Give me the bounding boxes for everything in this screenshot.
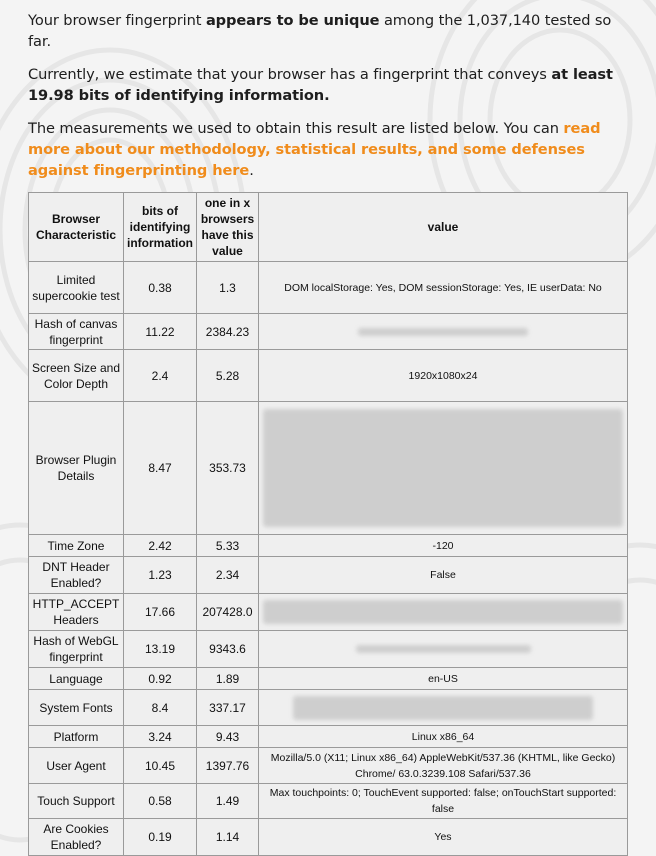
characteristic-value: Yes	[259, 819, 628, 856]
bits-value: 1.23	[124, 557, 197, 594]
table-row	[29, 557, 628, 594]
characteristic-name: User Agent	[29, 748, 124, 784]
one-in-value: 1.49	[197, 784, 259, 819]
redacted-blur	[263, 600, 623, 624]
characteristic-name: System Fonts	[29, 690, 124, 726]
table-row	[29, 819, 628, 856]
characteristic-value: Linux x86_64	[259, 726, 628, 748]
characteristic-value: en-US	[259, 668, 628, 690]
table-row	[29, 631, 628, 668]
bits-value: 10.45	[124, 748, 197, 784]
table-row	[29, 784, 628, 819]
methodology-link[interactable]: read more about our methodology, statistical results, and some defenses against fingerprinting here	[28, 120, 601, 179]
redacted-blur	[293, 696, 593, 720]
characteristic-name: Touch Support	[29, 784, 124, 819]
redacted-value	[259, 690, 628, 726]
characteristic-name: Limited supercookie test	[29, 262, 124, 314]
intro-text: Currently, we estimate that your browser has a fingerprint that conveys	[28, 66, 552, 83]
redacted-value	[259, 631, 628, 668]
characteristic-name: Hash of canvas fingerprint	[29, 314, 124, 350]
uniqueness-statement	[28, 10, 628, 52]
characteristic-name: Language	[29, 668, 124, 690]
bits-value: 17.66	[124, 594, 197, 631]
one-in-value: 1.3	[197, 262, 259, 314]
bits-value: 0.92	[124, 668, 197, 690]
bits-value: 0.58	[124, 784, 197, 819]
table-row	[29, 314, 628, 350]
bits-value: 11.22	[124, 314, 197, 350]
characteristic-value: Max touchpoints: 0; TouchEvent supported: false; onTouchStart supported: false	[259, 784, 628, 819]
bits-value: 0.38	[124, 262, 197, 314]
table-row	[29, 668, 628, 690]
characteristic-value: False	[259, 557, 628, 594]
header-characteristic: Browser Characteristic	[29, 193, 124, 262]
bits-value: 8.4	[124, 690, 197, 726]
redacted-value	[259, 594, 628, 631]
table-row	[29, 402, 628, 535]
one-in-value: 353.73	[197, 402, 259, 535]
redacted-blur	[356, 645, 531, 653]
intro-emphasis: appears to be unique	[205, 12, 380, 29]
methodology-statement	[28, 118, 628, 181]
characteristic-name: Are Cookies Enabled?	[29, 819, 124, 856]
bits-value: 8.47	[124, 402, 197, 535]
characteristic-name: Browser Plugin Details	[29, 402, 124, 535]
characteristic-value: DOM localStorage: Yes, DOM sessionStorage: Yes, IE userData: No	[259, 262, 628, 314]
table-row	[29, 535, 628, 557]
bits-value: 0.19	[124, 819, 197, 856]
one-in-value: 337.17	[197, 690, 259, 726]
header-bits: bits of identifying information	[124, 193, 197, 262]
header-one-in: one in x browsers have this value	[197, 193, 259, 262]
one-in-value: 1.14	[197, 819, 259, 856]
characteristic-name: DNT Header Enabled?	[29, 557, 124, 594]
bits-value: 2.42	[124, 535, 197, 557]
one-in-value: 1.89	[197, 668, 259, 690]
one-in-value: 207428.0	[197, 594, 259, 631]
characteristic-name: HTTP_ACCEPT Headers	[29, 594, 124, 631]
redacted-blur	[263, 409, 623, 527]
one-in-value: 9343.6	[197, 631, 259, 668]
one-in-value: 1397.76	[197, 748, 259, 784]
characteristic-name: Hash of WebGL fingerprint	[29, 631, 124, 668]
bits-value: 13.19	[124, 631, 197, 668]
table-row	[29, 726, 628, 748]
intro-text: among the 1,037,140 tested so far.	[28, 12, 612, 50]
intro-section	[0, 0, 656, 181]
one-in-value: 5.28	[197, 350, 259, 402]
table-row	[29, 350, 628, 402]
one-in-value: 2.34	[197, 557, 259, 594]
one-in-value: 9.43	[197, 726, 259, 748]
redacted-value	[259, 402, 628, 535]
table-row	[29, 748, 628, 784]
bits-statement	[28, 64, 628, 106]
bits-value: 3.24	[124, 726, 197, 748]
intro-text: Your browser fingerprint	[28, 12, 206, 29]
intro-emphasis: at least 19.98 bits of identifying information.	[28, 66, 613, 104]
one-in-value: 5.33	[197, 535, 259, 557]
redacted-blur	[358, 328, 528, 336]
one-in-value: 2384.23	[197, 314, 259, 350]
characteristic-name: Time Zone	[29, 535, 124, 557]
bits-value: 2.4	[124, 350, 197, 402]
characteristic-name: Screen Size and Color Depth	[29, 350, 124, 402]
table-row	[29, 262, 628, 314]
characteristic-name: Platform	[29, 726, 124, 748]
table-row	[29, 690, 628, 726]
table-header-row	[29, 193, 628, 262]
table-row	[29, 594, 628, 631]
characteristic-value: 1920x1080x24	[259, 350, 628, 402]
intro-text: The measurements we used to obtain this result are listed below. You can	[28, 120, 564, 137]
characteristic-value: Mozilla/5.0 (X11; Linux x86_64) AppleWebKit/537.36 (KHTML, like Gecko) Chrome/ 63.0.3239.108 Safari/537.36	[259, 748, 628, 784]
fingerprint-results-table	[28, 192, 628, 856]
header-value: value	[259, 193, 628, 262]
characteristic-value: -120	[259, 535, 628, 557]
redacted-value	[259, 314, 628, 350]
intro-text: .	[249, 162, 254, 179]
